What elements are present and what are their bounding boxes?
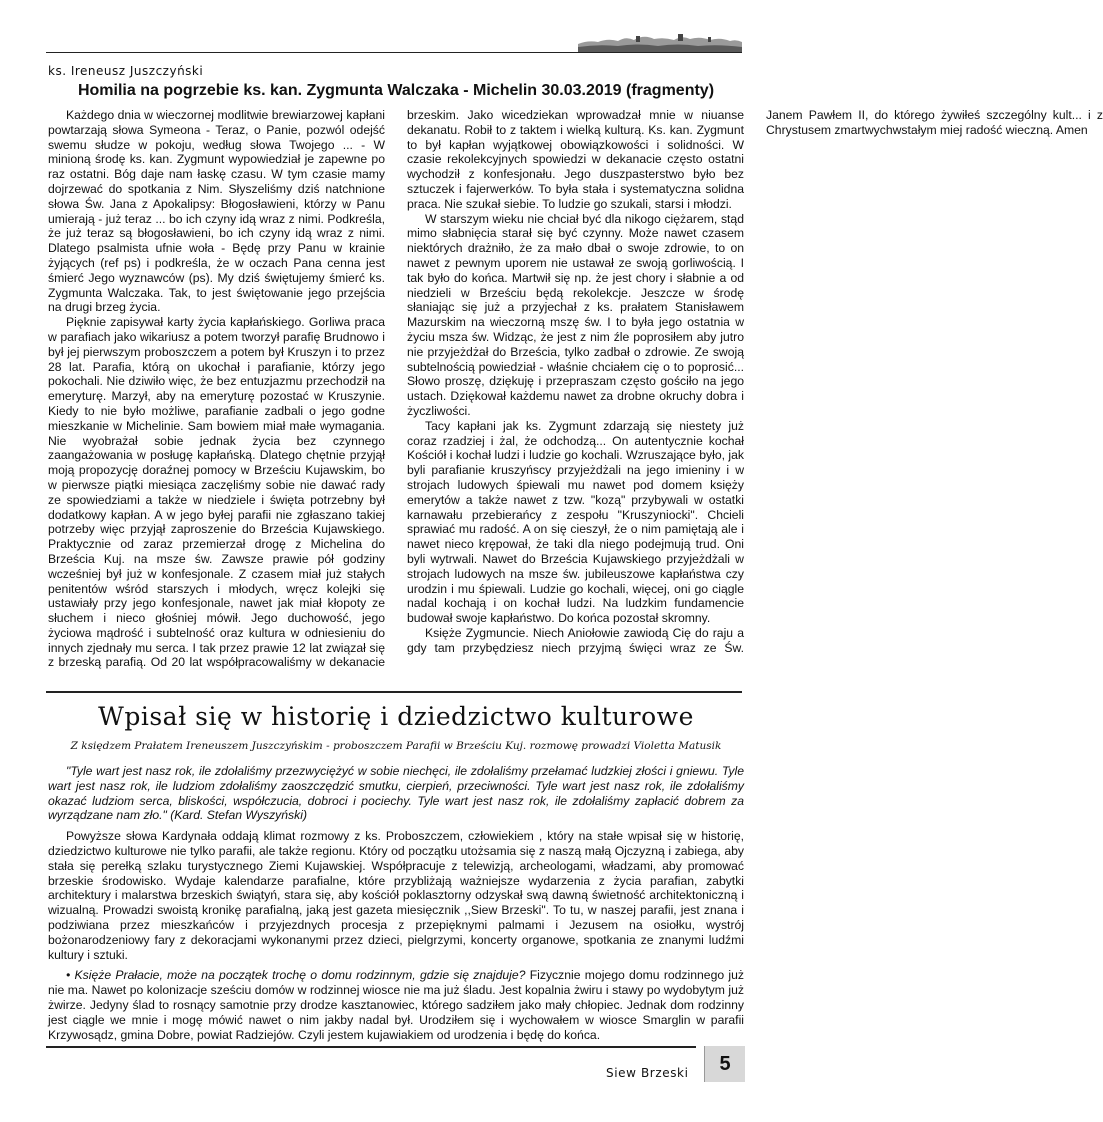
interview-title: Wpisał się w historię i dziedzictwo kulturowe [98, 702, 694, 731]
paragraph: Każdego dnia w wieczornej modlitwie brewiarzowej kapłani powtarzają słowa Symeona - Teraz, o Panie, pozwól odejść swemu słudze w pokoju, według słowa Twojego ... - W minioną środę ks. kan. Zygmunt wypowiedział je zapewne po raz ostatni. Bóg daje nam łaskę czasu. W tym czasie mamy dojrzewać do spotkania z Nim. Słyszeliśmy dziś natchnione słowa Św. Jana z Apokalipsy: Błogosławieni, którzy w Panu umierają - już teraz ... bo ich czyny idą wraz z nimi. Podkreśla, że już teraz są błogosławieni, bo ich czyny idą wraz z nimi. Dlatego psalmista ufnie woła - Będę przy Panu w krainie żyjących (ref ps) i podkreśla, że w oczach Pana cenna jest śmierć Jego wyznawców (ps). My dziś świętujemy śmierć ks. Zygmunta Walczaka. Tak, to jest świętowanie jego przejścia na drugi brzeg życia. [48, 108, 385, 315]
paragraph: Księże Zygmuncie. Niech Aniołowie zawiodą Cię do raju a gdy tam przybędziesz niech przyjmą święci wraz ze Św. Janem Pawłem II, do którego żywiłeś szczególny kult... i z Chrystusem zmartwychwstałym miej radość wieczną. Amen [407, 108, 1103, 655]
header-rule [46, 52, 742, 53]
paragraph: W starszym wieku nie chciał być dla nikogo ciężarem, stąd mimo słabnięcia starał się być czynny. Może nawet czasem niektórych drażniło, że za mało dbał o swoje zdrowie, to on nawet z pewnym uporem nie ustawał ze swoją gorliwością. I tak było do końca. Martwił się np. że jest chory i słabnie a od niedzieli w Brześciu będą rekolekcje. Jeszcze w środę słaniając się już a przyjechał z ks. prałatem Stanisławem Mazurskim na wieczorną mszę św. I to była jego ostatnia w życiu msza św. Widząc, że jest z nim źle poprosiłem aby jutro nie przyjeżdżał do Brześcia, tylko zadbał o zdrowie. Ze swoją subtelnością powiedział - właśnie chciałem cię o to poprosić... Słowo proszę, dziękuję i przepraszam często gościło na jego ustach. Dziękował każdemu nawet za drobne okruchy dobra i życzliwości. [407, 211, 744, 418]
footer-rule [46, 1046, 696, 1048]
interview-lead: Z księdzem Prałatem Ireneuszem Juszczyńskim - proboszczem Parafii w Brześciu Kuj. rozmowę prowadzi Violetta Matusik [70, 740, 722, 752]
header-landscape-thumbnail [578, 30, 742, 52]
article-author: ks. Ireneusz Juszczyński [48, 64, 204, 78]
interview-body [48, 764, 744, 1048]
interview-intro: Powyższe słowa Kardynała oddają klimat rozmowy z ks. Proboszczem, człowiekiem , który na stałe wpisał się w historię, dziedzictwo kulturowe nie tylko parafii, ale także regionu. Który od początku utożsamia się z naszą małą Ojczyzną i zabiega, aby stała się perełką szlaku turystycznego Ziemi Kujawskiej. Współpracuje z telewizją, archeologami, władzami, aby promować brzeskie środowisko. Wydaje kalendarze parafialne, które przybliżają ważniejsze wydarzenia z życia parafian, zabytki architektury i malarstwa brzeskich świątyń, stara się, aby kościół poklasztorny odzyskał swą dawną świetność architektoniczną i wizualną. Prowadzi swoistą kronikę parafialną, jaką jest gazeta miesięcznik ,,Siew Brzeski". To tu, w naszej parafii, jest znana i podziwiana przez mieszkańców i przyjezdnych procesja z przepięknymi palmami i Jezusem na osiołku, wystrój bożonarodzeniowy fary z dekoracjami wykonanymi przez dzieci, pielgrzymi, koncerty organowe, spotkania ze znanymi ludźmi kultury i sztuki. [48, 829, 744, 962]
epigraph-quote: "Tyle wart jest nasz rok, ile zdołaliśmy przezwyciężyć w sobie niechęci, ile zdołaliśmy przełamać ludzkiej złości i gniewu. Tyle wart jest nasz rok, ile ludziom zdołaliśmy zaoszczędzić smutku, cierpień, przeciwności. Tyle wart jest nasz rok, ile zdołaliśmy okazać ludziom serca, bliskości, współczucia, dobroci i pociechy. Tyle wart jest nasz rok, ile zdołaliśmy zapłacić dobrem za wyrządzane nam zło." (Kard. Stefan Wyszyński) [48, 764, 744, 823]
paragraph: Tacy kapłani jak ks. Zygmunt zdarzają się niestety już coraz rzadziej i żal, że odchodzą... On autentycznie kochał Kościół i kochał ludzi i ludzie go kochali. Wzruszające było, jak byli parafianie kruszyńscy przyjeżdżali na jego imieniny i w strojach ludowych śpiewali mu nawet pod domem księży emerytów a także nawet z tzw. "kozą" przybywali w ostatki karnawału przebierańcy z zespołu "Kruszyniocki". Chcieli sprawiać mu radość. A on się cieszył, że o nim pamiętają ale i nawet nieco krępował, że taki dla niego podejmują trud. Oni byli wytrwali. Nawet do Brześcia Kujawskiego przyjeżdżali w strojach ludowych na msze św. jubileuszowe kapłaństwa czy urodzin i mu śpiewali. Ludzie go kochali, więcej, oni go ciągle nadal kochają i on kochał ludzi. Na ludzkim fundamencie budował swoje kapłaństwo. Do końca pozostał skromny. [407, 418, 744, 626]
interview-qa [48, 968, 744, 1042]
article-title: Homilia na pogrzebie ks. kan. Zygmunta Walczaka - Michelin 30.03.2019 (fragmenty) [77, 82, 715, 99]
page-number: 5 [704, 1046, 745, 1082]
interview-question: • Księże Prałacie, może na początek trochę o domu rodzinnym, gdzie się znajduje? [66, 968, 526, 983]
homily-body [48, 108, 1103, 684]
section-divider [46, 691, 742, 693]
publication-name: Siew Brzeski [606, 1066, 689, 1080]
interview-answer: Fizycznie mojego domu rodzinnego już nie ma. Nawet po kolonizacje sześciu domów w rodzinnej wiosce nie ma już śladu. Jest kopalnia żwiru i stawy po wydobytym już żwirze. Jedyny ślad to rosnący samotnie przy drodze kasztanowiec, którego sadziłem jako mały chłopiec. Jednak dom rodzinny jest ciągle we mnie i mogę mówić nawet o nim jakby nadal był. Urodziłem się i wychowałem w wiosce Smarglin w parafii Krzywosądz, gmina Dobre, powiat Radziejów. Czyli jestem kujawiakiem od urodzenia i będę do końca. [48, 968, 744, 1042]
paragraph: Pięknie zapisywał karty życia kapłańskiego. Gorliwa praca w parafiach jako wikariusz a potem tworzył parafię Brudnowo i był jej pierwszym proboszczem a potem był Kruszyn i to przez 28 lat. Parafia, którą on ukochał i parafianie, którzy jego pokochali. Nie dziwiło więc, że bez entuzjazmu przechodził na emeryturę. Marzył, aby na emeryturę pozostać w Kruszynie. Kiedy to nie było możliwe, parafianie zadbali o jego godne mieszkanie w Michelinie. Sam bowiem miał małe wymagania. Nie wyobrażał sobie jednak życia bez czynnego zaangażowania w posługę kapłańską. Dlatego chętnie przyjął moją propozycję doraźnej pomocy w Brześciu Kujawskim, bo w pierwsze piątki miesiąca zaczęliśmy sobie nie dawać rady ze spowiedziami a także w niedziele i święta potrzebny był dodatkowy kapłan. A w jego byłej parafii nie zgłaszano takiej potrzeby więc przyjął zaproszenie do Brześcia Kujawskiego. Praktycznie od zaraz przemierzał drogę z Michelina do Brześcia Kuj. na msze św. Zawsze prawie pół godziny wcześniej był już w konfesjonale. Z czasem miał już stałych penitentów wśród starszych i młodych, wręcz kolejki się ustawiały przy jego konfesjonale, nawet jak miał kłopoty ze słuchem i nieco głośniej mówił. Jego duchowość, jego życiowa mądrość i subtelność oraz kultura w odniesieniu do innych zjednały mu serca. I tak przez prawie 12 lat związał się z brzeską parafią. Od 20 lat współpracowaliśmy w dekanacie brzeskim. Jako wicedziekan wprowadzał mnie w niuanse dekanatu. Robił to z taktem i wielką kulturą. Ks. kan. Zygmunt to był kapłan wyjątkowej obowiązkowości i solidności. W czasie rekolekcyjnych spowiedzi w dekanacie często ostatni wychodził z konfesjonału. Jego duszpasterstwo było bez sztuczek i fajerwerków. To była stała i systematyczna solidna praca. Nie szukał siebie. To ludzie go szukali, starsi i młodzi. [48, 108, 744, 670]
